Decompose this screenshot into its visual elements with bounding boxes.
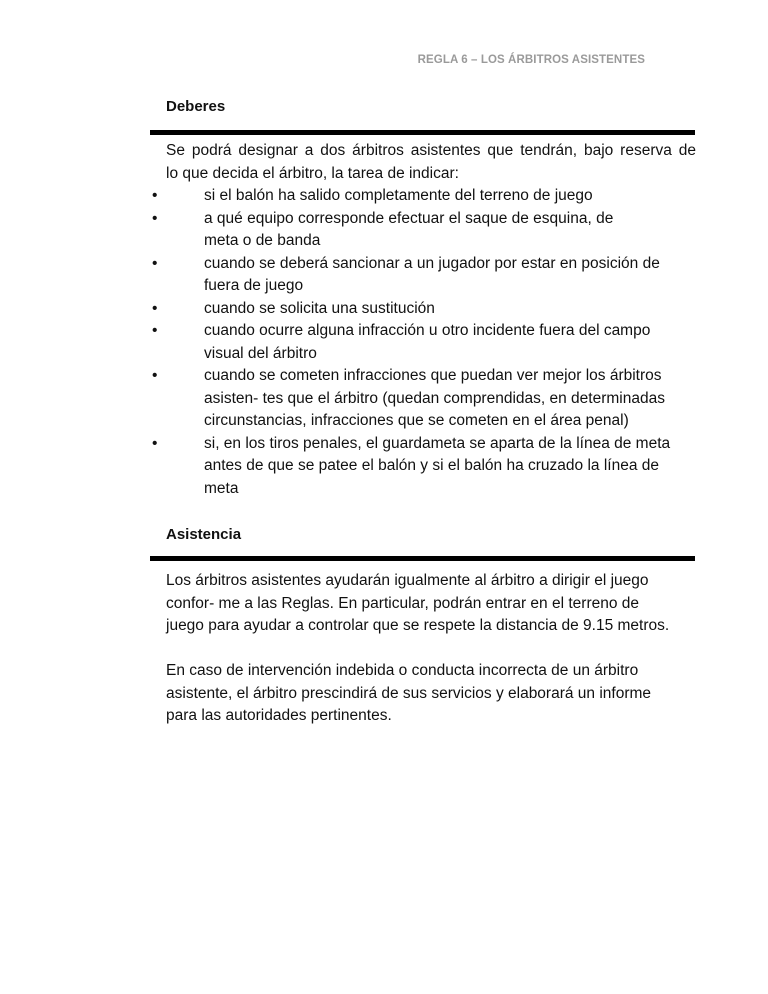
text-line: circunstancias, infracciones que se cometen en el área penal) [204, 412, 629, 429]
bullet-item [152, 185, 696, 208]
bullet-icon: • [152, 187, 158, 204]
section-heading-deberes: Deberes [166, 98, 226, 115]
bullet-item [152, 208, 696, 253]
text-line: cuando se deberá sancionar a un jugador por estar en posición de [204, 254, 660, 272]
bullet-icon: • [152, 434, 158, 452]
text-line: Los árbitros asistentes ayudarán igualmente al árbitro a dirigir el juego [166, 572, 649, 589]
text-line: cuando ocurre alguna infracción u otro incidente fuera del campo [204, 322, 651, 339]
bullet-item [152, 298, 696, 321]
section-divider [150, 130, 695, 135]
text-line: antes de que se patee el balón y si el balón ha cruzado la línea de [204, 457, 659, 474]
text-line: a qué equipo corresponde efectuar el saque de esquina, de [204, 209, 614, 227]
bullet-icon: • [152, 209, 158, 227]
bullet-icon: • [152, 322, 158, 339]
text-line: para las autoridades pertinentes. [166, 707, 392, 724]
text-line: fuera de juego [204, 277, 304, 294]
bullet-icon: • [152, 299, 158, 317]
paragraph [166, 660, 696, 728]
intro-paragraph [166, 140, 696, 185]
bullet-item [152, 365, 696, 433]
text-line: Se podrá designar a dos árbitros asistentes que tendrán, bajo reserva de [166, 142, 696, 159]
bullet-list [152, 185, 696, 500]
bullet-item [152, 253, 696, 298]
running-header: REGLA 6 – LOS ÁRBITROS ASISTENTES [417, 54, 645, 66]
section-divider [150, 556, 695, 561]
text-line: si, en los tiros penales, el guardameta se aparta de la línea de meta [204, 434, 671, 452]
text-line: meta [204, 479, 239, 497]
text-line: asisten- tes que el árbitro (quedan comprendidas, en determinadas [204, 389, 665, 407]
text-line: juego para ayudar a controlar que se respete la distancia de 9.15 metros. [166, 617, 670, 634]
text-line: confor- me a las Reglas. En particular, podrán entrar en el terreno de [166, 594, 640, 612]
text-line: En caso de intervención indebida o conducta incorrecta de un árbitro [166, 662, 639, 679]
section-heading-asistencia: Asistencia [166, 526, 242, 543]
text-line: asistente, el árbitro prescindirá de sus servicios y elaborará un informe [166, 684, 652, 702]
bullet-icon: • [152, 254, 158, 272]
asistencia-body [166, 570, 696, 728]
bullet-item [152, 320, 696, 365]
bullet-icon: • [152, 367, 158, 384]
text-line: meta o de banda [204, 232, 321, 249]
bullet-item [152, 433, 696, 501]
paragraph [166, 570, 696, 638]
text-line: visual del árbitro [204, 344, 317, 362]
text-line: cuando se solicita una sustitución [204, 299, 435, 317]
text-line: lo que decida el árbitro, la tarea de indicar: [166, 164, 459, 182]
text-line: si el balón ha salido completamente del terreno de juego [204, 187, 593, 204]
deberes-body [152, 140, 696, 500]
text-line: cuando se cometen infracciones que puedan ver mejor los árbitros [204, 367, 662, 384]
